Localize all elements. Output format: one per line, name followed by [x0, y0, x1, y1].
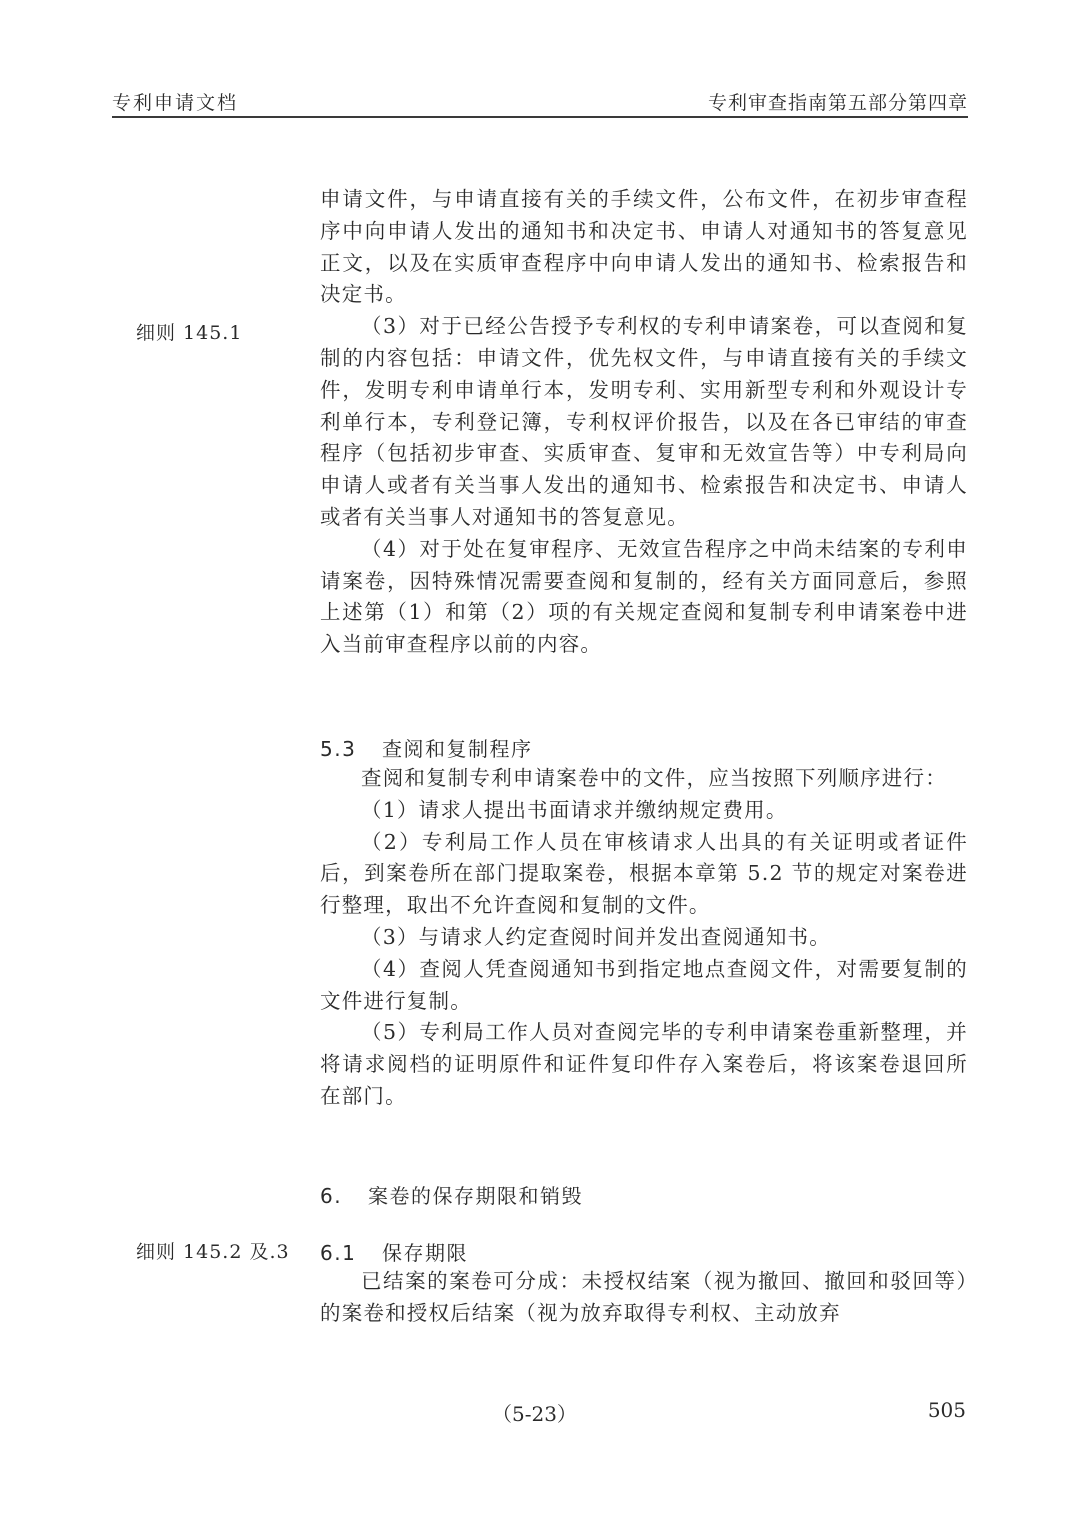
footer-page-number: 505: [927, 1398, 966, 1422]
section-title: 查阅和复制程序: [382, 737, 533, 761]
body-block-1: [320, 184, 968, 661]
body-block-2: [320, 763, 968, 1113]
section-heading-6: [320, 1180, 583, 1209]
paragraph-retention: 已结案的案卷可分成：未授权结案（视为撤回、撤回和驳回等）的案卷和授权后结案（视为放弃取得专利权、主动放弃: [320, 1269, 968, 1325]
section-number: 6.1: [320, 1241, 357, 1265]
paragraph-intro: 查阅和复制专利申请案卷中的文件，应当按照下列顺序进行：: [361, 766, 947, 790]
procedure-step-5: （5）专利局工作人员对查阅完毕的专利申请案卷重新整理，并将请求阅档的证明原件和证件复印件存入案卷后，将该案卷退回所在部门。: [320, 1020, 968, 1108]
section-number: 6.: [320, 1184, 343, 1208]
side-note-145-2-3: 细则 145.2 及.3: [136, 1241, 290, 1263]
section-number: 5.3: [320, 737, 357, 761]
footer-section-page: （5-23）: [492, 1402, 577, 1426]
side-note-145-1: 细则 145.1: [136, 322, 243, 344]
procedure-step-4: （4）查阅人凭查阅通知书到指定地点查阅文件，对需要复制的文件进行复制。: [320, 956, 968, 1013]
procedure-step-1: （1）请求人提出书面请求并缴纳规定费用。: [361, 797, 788, 822]
section-title: 保存期限: [382, 1241, 468, 1265]
section-heading-5-3: [320, 733, 533, 762]
paragraph-item-3: （3）对于已经公告授予专利权的专利申请案卷，可以查阅和复制的内容包括：申请文件，优先权文件，与申请直接有关的手续文件，发明专利申请单行本，发明专利、实用新型专利和外观设计专利单行本，专利登记簿，专利权评价报告，以及在各已审结的审查程序（包括初步审查、实质审查、复审和无效宣告等）中专利局向申请人或者有关当事人发出的通知书、检索报告和决定书、申请人或者有关当事人对通知书的答复意见。: [320, 314, 968, 529]
paragraph-item-4: （4）对于处在复审程序、无效宣告程序之中尚未结案的专利申请案卷，因特殊情况需要查阅和复制的，经有关方面同意后，参照上述第（1）和第（2）项的有关规定查阅和复制专利申请案卷中进入当前审查程序以前的内容。: [320, 536, 968, 657]
procedure-step-2: （2）专利局工作人员在审核请求人出具的有关证明或者证件后，到案卷所在部门提取案卷，根据本章第 5.2 节的规定对案卷进行整理，取出不允许查阅和复制的文件。: [320, 829, 968, 918]
running-header-right: 专利审查指南第五部分第四章: [707, 92, 968, 114]
paragraph-continued: 申请文件，与申请直接有关的手续文件，公布文件，在初步审查程序中向申请人发出的通知书和决定书、申请人对通知书的答复意见正文，以及在实质审查程序中向申请人发出的通知书、检索报告和决定书。: [320, 187, 968, 307]
running-header-left: 专利申请文档: [112, 92, 239, 114]
section-title: 案卷的保存期限和销毁: [368, 1184, 583, 1208]
procedure-step-3: （3）与请求人约定查阅时间并发出查阅通知书。: [361, 924, 831, 949]
body-block-3: [320, 1266, 968, 1330]
section-heading-6-1: [320, 1237, 468, 1266]
header-rule: [112, 116, 968, 118]
